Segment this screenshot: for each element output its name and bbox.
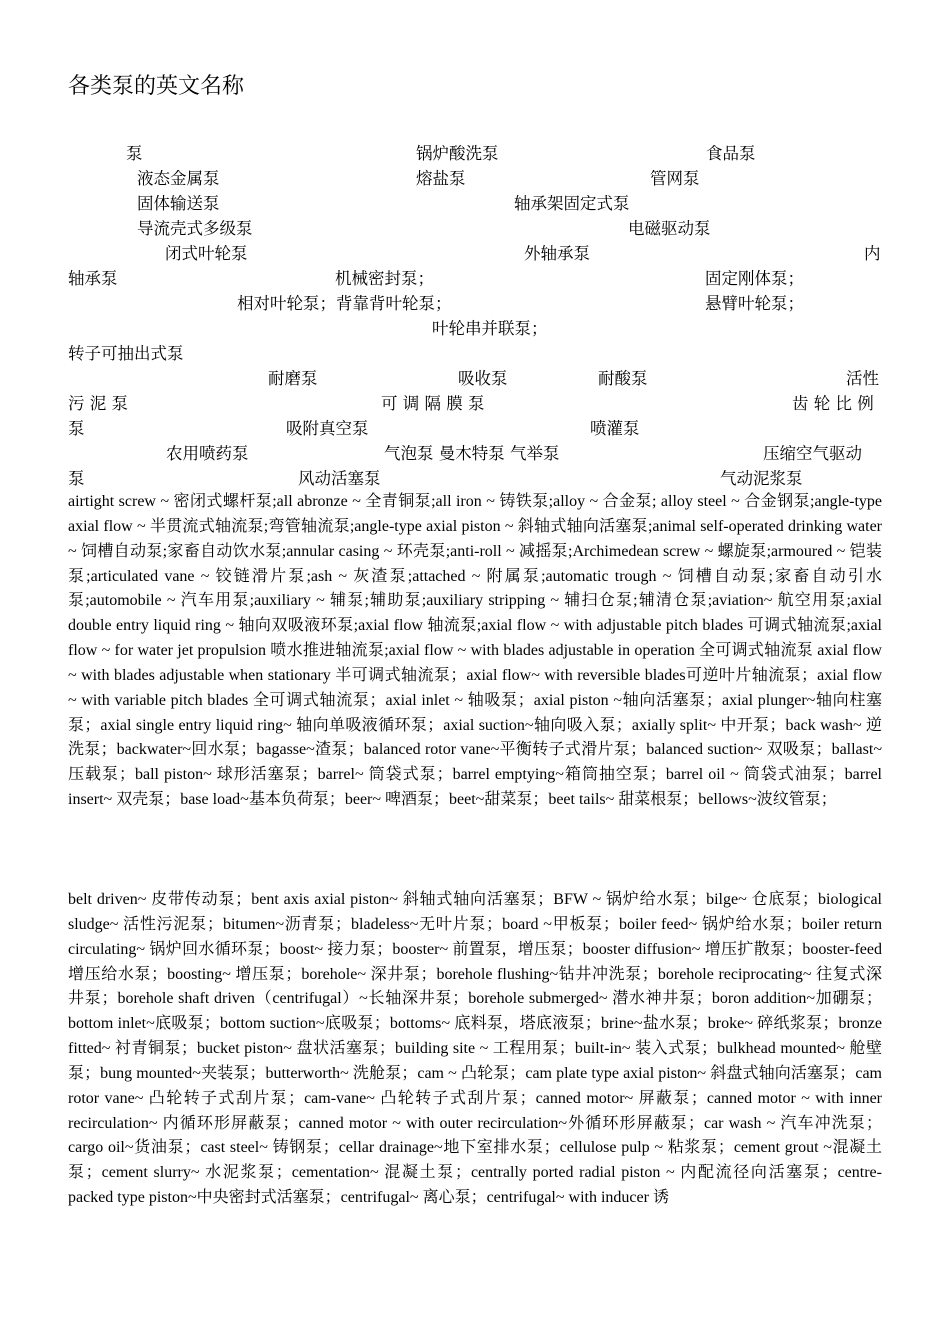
term-cell: 喷灌泵 [590, 419, 640, 438]
term-cell: 固定刚体泵； [705, 269, 804, 288]
term-cell: 吸收泵 [458, 369, 508, 388]
term-cell: 农用喷药泵 [166, 444, 249, 463]
term-cell: 可 调 隔 膜 泵 [381, 394, 485, 413]
glossary-paragraph: airtight screw ~ 密闭式螺杆泵;all abronze ~ 全青铜泵;all iron ~ 铸铁泵;alloy ~ 合金泵; alloy steel ~ 合金钢泵;angle-type axial flow ~ 半贯流式轴流泵;弯管轴流泵;angle-type axial piston ~ 斜轴式轴向活塞泵;animal self-operated drinking water ~ 饲槽自动泵;家畜自动饮水泵;annular casing ~ 环壳泵;anti-roll ~ 减摇泵;Archimedean screw ~ 螺旋泵;armoured ~ 铠装泵;articulated vane ~ 铰链滑片泵;ash ~ 灰渣泵;attached ~ 附属泵;automatic trough ~ 饲槽自动泵;家畜自动引水泵;automobile ~ 汽车用泵;auxiliary ~ 辅泵;辅助泵;auxiliary stripping ~ 辅扫仓泵;辅清仓泵;aviation~ 航空用泵;axial double entry liquid ring ~ 轴向双吸液环泵;axial flow 轴流泵;axial flow ~ with adjustable pitch blades 可调式轴流泵;axial flow ~ for water jet propulsion 喷水推进轴流泵;axial flow ~ with blades adjustable in operation 全可调式轴流泵 axial flow ~ with blades adjustable when stationary 半可调式轴流泵；axial flow~ with reversible blades可逆叶片轴流泵；axial flow ~ with variable pitch blades 全可调式轴流泵；axial inlet ~ 轴吸泵；axial piston ~轴向活塞泵；axial plunger~轴向柱塞泵；axial single entry liquid ring~ 轴向单吸液循环泵；axial suction~轴向吸入泵；axially split~ 中开泵；back wash~ 逆洗泵；backwater~回水泵；bagasse~渣泵；balanced rotor vane~平衡转子式滑片泵；balanced suction~ 双吸泵；ballast~压载泵；ball piston~ 球形活塞泵；barrel~ 筒袋式泵；barrel emptying~箱筒抽空泵；barrel oil ~ 筒袋式油泵；barrel insert~ 双壳泵；base load~基本负荷泵；beer~ 啤酒泵；beet~甜菜泵；beet tails~ 甜菜根泵；bellows~波纹管泵； [68, 493, 882, 809]
term-cell: 内 [864, 244, 881, 263]
term-cell: 液态金属泵 [137, 169, 220, 188]
page-title: 各类泵的英文名称 [68, 74, 245, 99]
term-cell: 活性 [846, 369, 879, 388]
term-cell: 耐磨泵 [268, 369, 318, 388]
term-cell: 熔盐泵 [416, 169, 466, 188]
term-cell: 电磁驱动泵 [628, 219, 711, 238]
term-cell: 压缩空气驱动 [763, 444, 862, 463]
term-cell: 叶轮串并联泵； [432, 319, 548, 338]
term-cell: 吸附真空泵 [286, 419, 369, 438]
term-cell: 导流壳式多级泵 [137, 219, 253, 238]
term-cell: 食品泵 [706, 144, 756, 163]
term-cell: 气动泥浆泵 [720, 469, 803, 488]
term-cell: 锅炉酸洗泵 [416, 144, 499, 163]
term-cell: 泵 [126, 144, 143, 163]
term-cell: 管网泵 [650, 169, 700, 188]
term-cell: 外轴承泵 [524, 244, 590, 263]
term-cell: 相对叶轮泵；背靠背叶轮泵； [237, 294, 452, 313]
term-cell: 转子可抽出式泵 [68, 344, 184, 363]
term-cell: 风动活塞泵 [298, 469, 381, 488]
glossary-paragraph: belt driven~ 皮带传动泵；bent axis axial piston~ 斜轴式轴向活塞泵；BFW ~ 锅炉给水泵；bilge~ 仓底泵；biological sludge~ 活性污泥泵；bitumen~沥青泵；bladeless~无叶片泵；board ~甲板泵；boiler feed~ 锅炉给水泵；boiler return circulating~ 锅炉回水循环泵；boost~ 接力泵；booster~ 前置泵，增压泵；booster diffusion~ 增压扩散泵；booster-feed 增压给水泵；boosting~ 增压泵；borehole~ 深井泵；borehole flushing~钻井冲洗泵；borehole reciprocating~ 往复式深井泵；borehole shaft driven（centrifugal）~长轴深井泵；borehole submerged~ 潜水神井泵；boron addition~加硼泵；bottom inlet~底吸泵；bottom suction~底吸泵；bottoms~ 底料泵，塔底液泵；brine~盐水泵；broke~ 碎纸浆泵；bronze fitted~ 衬青铜泵；bucket piston~ 盘状活塞泵；building site ~ 工程用泵；built-in~ 装入式泵；bulkhead mounted~ 舱壁泵；bung mounted~夹装泵；butterworth~ 洗舱泵；cam ~ 凸轮泵；cam plate type axial piston~ 斜盘式轴向活塞泵；cam rotor vane~ 凸轮转子式刮片泵；cam-vane~ 凸轮转子式刮片泵；canned motor~ 屏蔽泵；canned motor ~ with inner recirculation~ 内循环形屏蔽泵；canned motor ~ with outer recirculation~外循环形屏蔽泵；car wash ~ 汽车冲洗泵；cargo oil~货油泵；cast steel~ 铸钢泵；cellar drainage~地下室排水泵；cellulose pulp ~ 粘浆泵；cement grout ~混凝土泵；cement slurry~ 水泥浆泵；cementation~ 混凝土泵；centrally ported radial piston ~ 内配流径向活塞泵；centre-packed type piston~中央密封式活塞泵；centrifugal~ 离心泵；centrifugal~ with inducer 诱 [68, 891, 882, 1207]
term-cell: 耐酸泵 [598, 369, 648, 388]
term-cell: 悬臂叶轮泵； [705, 294, 804, 313]
term-cell: 气泡泵 曼木特泵 气举泵 [384, 444, 560, 463]
term-cell: 泵 [68, 419, 85, 438]
term-cell: 机械密封泵； [335, 269, 434, 288]
term-cell: 齿 轮 比 例 [792, 394, 874, 413]
term-cell: 轴承泵 [68, 269, 118, 288]
term-cell: 闭式叶轮泵 [165, 244, 248, 263]
term-cell: 固体输送泵 [137, 194, 220, 213]
term-cell: 污 泥 泵 [68, 394, 128, 413]
term-cell: 轴承架固定式泵 [514, 194, 630, 213]
term-cell: 泵 [68, 469, 85, 488]
